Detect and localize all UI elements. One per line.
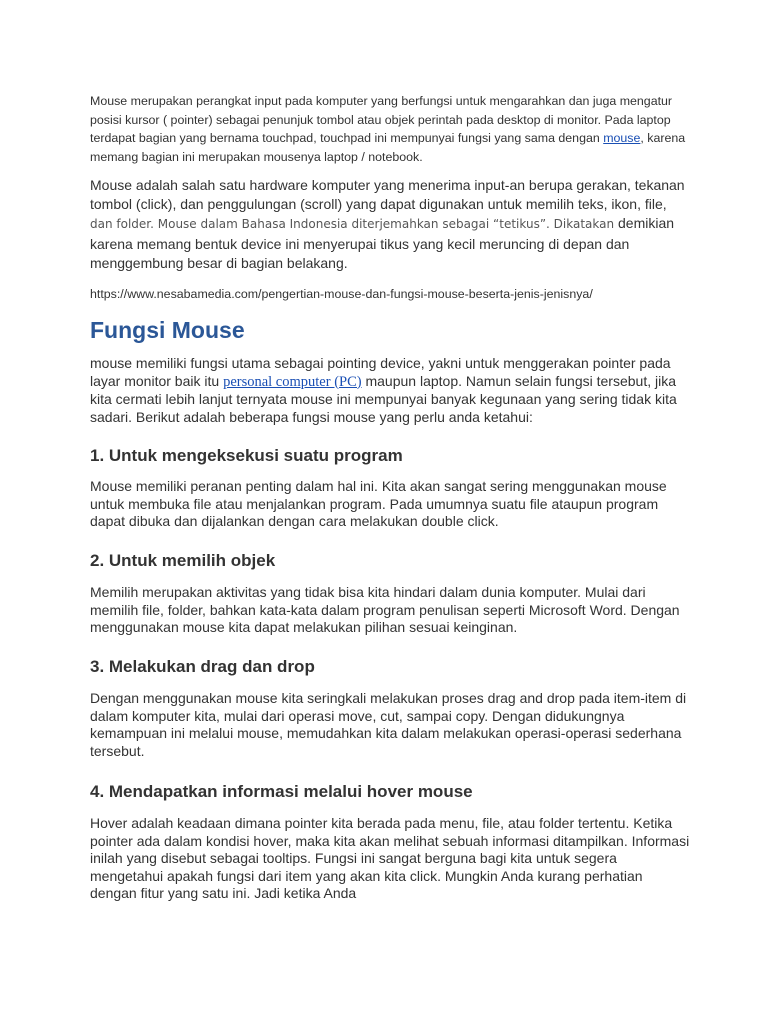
intro-paragraph-1-text-b: , karena memang bagian ini merupakan mousenya laptop / notebook. — [90, 131, 686, 164]
section-1-body: Mouse memiliki peranan penting dalam hal ini. Kita akan sangat sering menggunakan mouse untuk membuka file atau menjalankan program. Pada umumnya suatu file ataupun program dapat dibuka dan dijalankan dengan cara melakukan double click. — [90, 478, 667, 530]
section-1-heading: 1. Untuk mengeksekusi suatu program — [90, 446, 403, 465]
personal-computer-link[interactable]: personal computer (PC) — [223, 373, 362, 390]
intro-paragraph-1-text-a: Mouse merupakan perangkat input pada komputer yang berfungsi untuk mengarahkan dan juga mengatur posisi kursor ( pointer) sebagai penunjuk tombol atau objek perintah pada desktop di monitor. Pada laptop terdapat bagian yang bernama touchpad, touchpad ini mempunyai fungsi yang sama dengan — [90, 94, 673, 145]
intro-paragraph-2 — [90, 176, 690, 273]
section-4-body: Hover adalah keadaan dimana pointer kita berada pada menu, file, atau folder tertentu. Ketika pointer ada dalam kondisi hover, maka kita akan melihat sebuah informasi ditampilkan. Informasi inilah yang disebut sebagai tooltips. Fungsi ini sangat berguna bagi kita untuk segera mengetahui apakah fungsi dari item yang akan kita click. Mungkin Anda kurang perhatian dengan fitur yang satu ini. Jadi ketika Anda — [90, 815, 690, 902]
fungsi-paragraph-text-a: mouse memiliki fungsi utama sebagai pointing device, yakni untuk menggerakan pointer pada layar monitor baik itu — [90, 355, 671, 389]
section-3-body: Dengan menggunakan mouse kita seringkali melakukan proses drag and drop pada item-item di dalam komputer kita, mulai dari operasi move, cut, sampai copy. Dengan didukungnya kemampuan ini melalui mouse, memudahkan kita dalam melakukan operasi-operasi sederhana tersebut. — [90, 690, 687, 759]
section-2-body: Memilih merupakan aktivitas yang tidak bisa kita hindari dalam dunia komputer. Mulai dari memilih file, folder, bahkan kata-kata dalam program penulisan seperti Microsoft Word. Dengan menggunakan mouse kita dapat melakukan pilihan sesuai keinginan. — [90, 584, 680, 636]
source-url: https://www.nesabamedia.com/pengertian-mouse-dan-fungsi-mouse-beserta-jenis-jenisnya/ — [90, 287, 593, 301]
fungsi-paragraph — [90, 355, 690, 426]
intro-paragraph-2-text-c: demikian karena memang bentuk device ini menyerupai tikus yang kecil meruncing di depan dan menggembung besar di bagian belakang. — [90, 215, 675, 271]
intro-paragraph-2-text-a: Mouse adalah salah satu hardware komputer yang menerima input-an berupa gerakan, tekanan tombol (click), dan penggulungan (scroll) yang dapat digunakan untuk memilih teks, ikon, file, — [90, 177, 685, 213]
fungsi-paragraph-text-b: maupun laptop. Namun selain fungsi tersebut, jika kita cermati lebih lanjut ternyata mouse ini mempunyai banyak kegunaan yang sering tidak kita sadari. Berikut adalah beberapa fungsi mouse yang perlu anda ketahui: — [90, 372, 677, 425]
fungsi-mouse-heading: Fungsi Mouse — [90, 317, 245, 343]
mouse-link[interactable]: mouse — [603, 131, 641, 145]
intro-paragraph-1 — [90, 92, 690, 166]
intro-paragraph-2-text-b: dan folder. Mouse dalam Bahasa Indonesia diterjemahkan sebagai “tetikus”. Dikatakan — [90, 217, 615, 232]
section-3-heading: 3. Melakukan drag dan drop — [90, 657, 315, 676]
section-4-heading: 4. Mendapatkan informasi melalui hover mouse — [90, 782, 473, 801]
section-2-heading: 2. Untuk memilih objek — [90, 551, 276, 570]
